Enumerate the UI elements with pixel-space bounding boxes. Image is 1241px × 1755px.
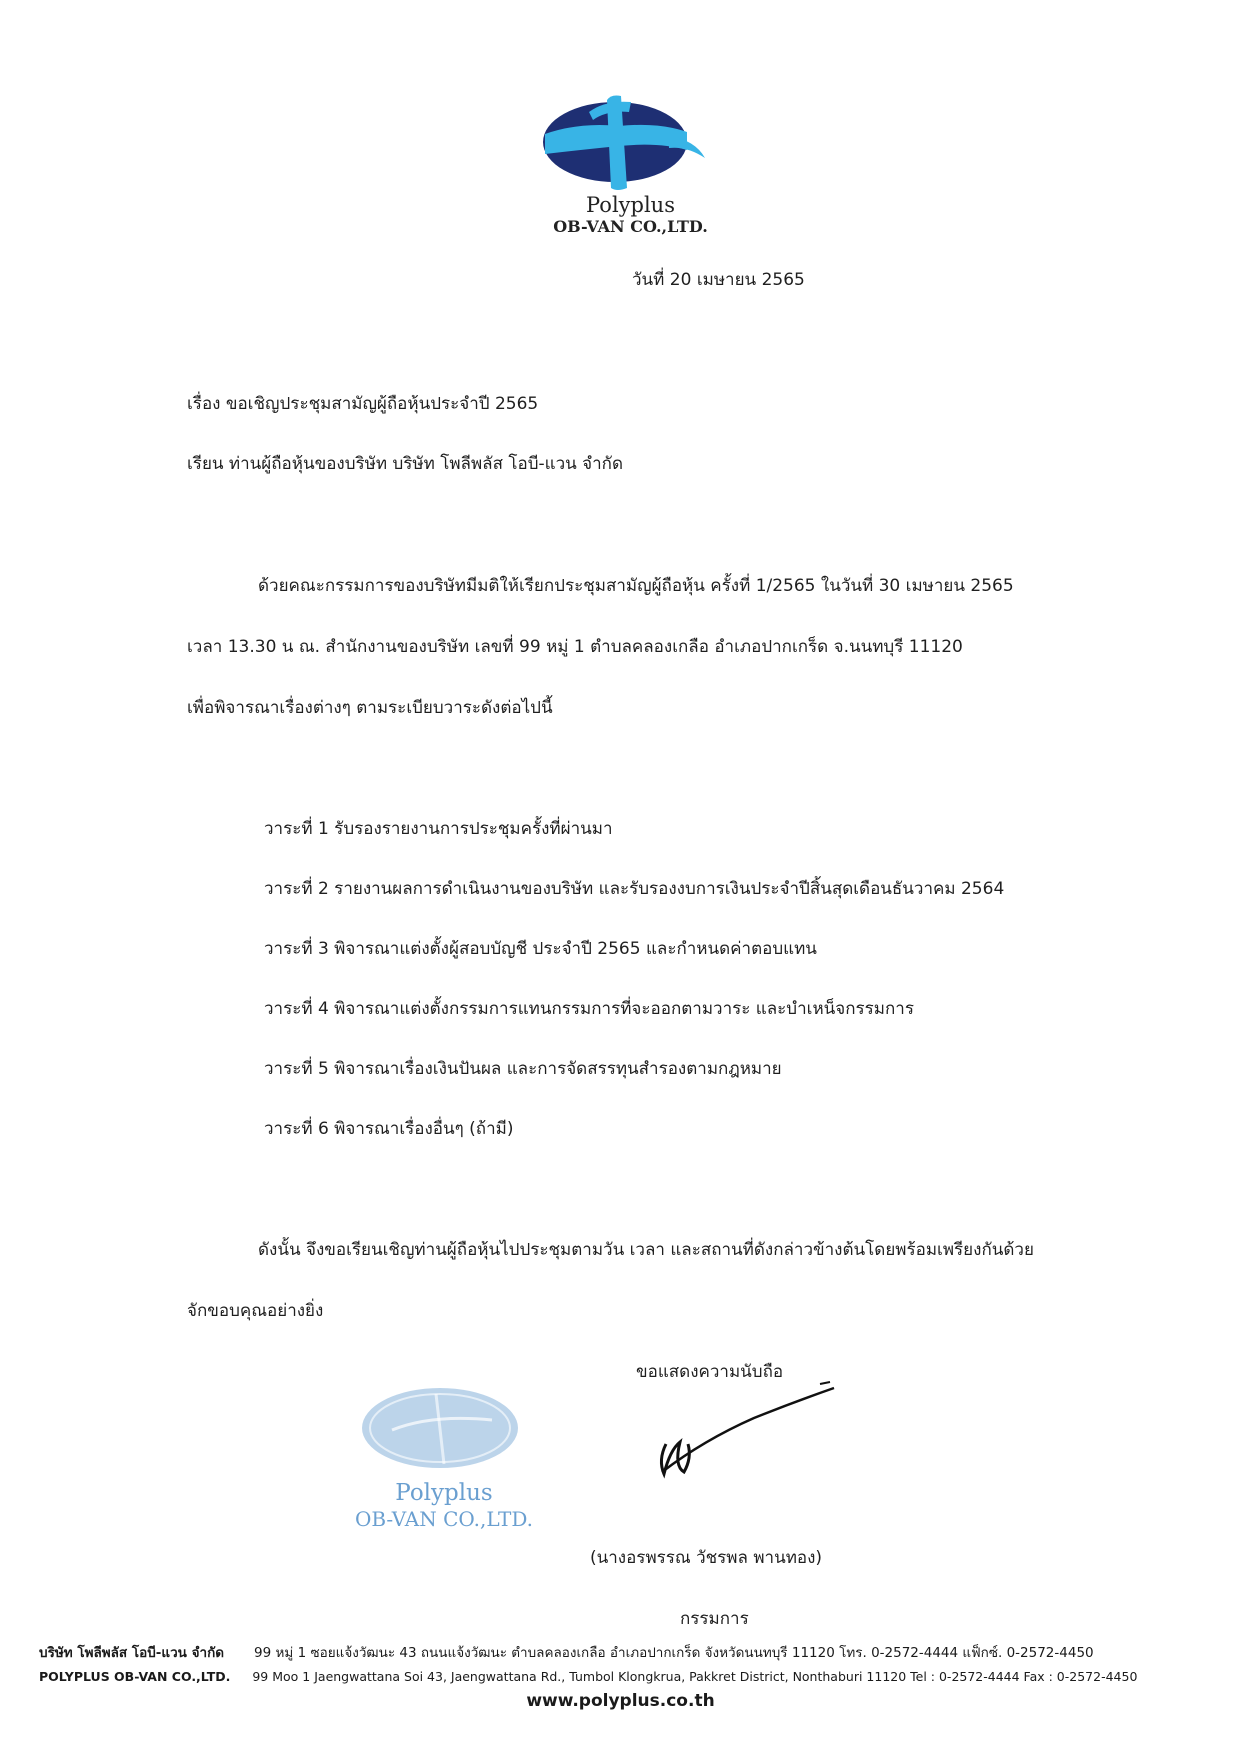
agenda-item: วาระที่ 5 พิจารณาเรื่องเงินปันผล และการจัดสรรทุนสำรองตามกฎหมาย — [264, 1059, 782, 1079]
handwritten-signature — [644, 1380, 854, 1494]
polyplus-logo-icon — [519, 92, 719, 192]
recipient-line: เรียน ท่านผู้ถือหุ้นของบริษัท บริษัท โพลีพลัส โอบี-แวน จำกัด — [187, 454, 623, 474]
footer-english-address: 99 Moo 1 Jaengwattana Soi 43, Jaengwattana Rd., Tumbol Klongkrua, Pakkret District, Nonthaburi 11120 Tel : 0-2572-4444 Fax : 0-2572-4450 — [252, 1669, 1138, 1684]
logo-name: Polyplus — [586, 193, 675, 217]
agenda-item: วาระที่ 1 รับรองรายงานการประชุมครั้งที่ผ่านมา — [264, 819, 613, 839]
signature-icon — [644, 1380, 854, 1490]
closing-line-1: ดังนั้น จึงขอเรียนเชิญท่านผู้ถือหุ้นไปประชุมตามวัน เวลา และสถานที่ดังกล่าวข้างต้นโดยพร้อมเพรียงกันด้วย — [258, 1240, 1034, 1260]
signatory-name: (นางอรพรรณ วัชรพล พานทอง) — [590, 1548, 823, 1568]
date-line: วันที่ 20 เมษายน 2565 — [632, 270, 805, 290]
body-line-3: เพื่อพิจารณาเรื่องต่างๆ ตามระเบียบวาระดังต่อไปนี้ — [187, 698, 553, 718]
footer-english — [39, 1668, 1137, 1685]
company-stamp — [352, 1380, 552, 1549]
footer-thai-address: 99 หมู่ 1 ซอยแจ้งวัฒนะ 43 ถนนแจ้งวัฒนะ ตำบลคลองเกลือ อำเภอปากเกร็ด จังหวัดนนทบุรี 11120 โทร. 0-2572-4444 แฟ็กซ์. 0-2572-4450 — [254, 1645, 1094, 1661]
agenda-item: วาระที่ 4 พิจารณาแต่งตั้งกรรมการแทนกรรมการที่จะออกตามวาระ และบำเหน็จกรรมการ — [264, 999, 914, 1019]
closing-line-2: จักขอบคุณอย่างยิ่ง — [187, 1301, 324, 1321]
subject-line: เรื่อง ขอเชิญประชุมสามัญผู้ถือหุ้นประจำปี 2565 — [187, 394, 539, 414]
signatory-title: กรรมการ — [680, 1609, 749, 1629]
footer-english-company: POLYPLUS OB-VAN CO.,LTD. — [39, 1669, 231, 1684]
agenda-item: วาระที่ 6 พิจารณาเรื่องอื่นๆ (ถ้ามี) — [264, 1119, 514, 1139]
footer-thai — [39, 1644, 1094, 1662]
body-line-1: ด้วยคณะกรรมการของบริษัทมีมติให้เรียกประชุมสามัญผู้ถือหุ้น ครั้งที่ 1/2565 ในวันที่ 30 เมษายน 2565 — [258, 576, 1014, 596]
agenda-item: วาระที่ 3 พิจารณาแต่งตั้งผู้สอบบัญชี ประจำปี 2565 และกำหนดค่าตอบแทน — [264, 939, 817, 959]
body-line-2: เวลา 13.30 น ณ. สำนักงานของบริษัท เลขที่ 99 หมู่ 1 ตำบลคลองเกลือ อำเภอปากเกร็ด จ.นนทบุรี 11120 — [187, 637, 963, 657]
company-stamp-icon — [352, 1380, 552, 1545]
stamp-subtitle: OB-VAN CO.,LTD. — [354, 1507, 534, 1531]
agenda-item: วาระที่ 2 รายงานผลการดำเนินงานของบริษัท และรับรองงบการเงินประจำปีสิ้นสุดเดือนธันวาคม 2564 — [264, 879, 1005, 899]
stamp-name: Polyplus — [395, 1480, 493, 1506]
company-logo — [0, 92, 1241, 242]
footer-website[interactable]: www.polyplus.co.th — [526, 1691, 715, 1711]
logo-subtitle: OB-VAN CO.,LTD. — [553, 217, 708, 236]
regards-text: ขอแสดงความนับถือ — [636, 1362, 784, 1382]
footer-thai-company: บริษัท โพลีพลัส โอบี-แวน จำกัด — [39, 1645, 225, 1661]
